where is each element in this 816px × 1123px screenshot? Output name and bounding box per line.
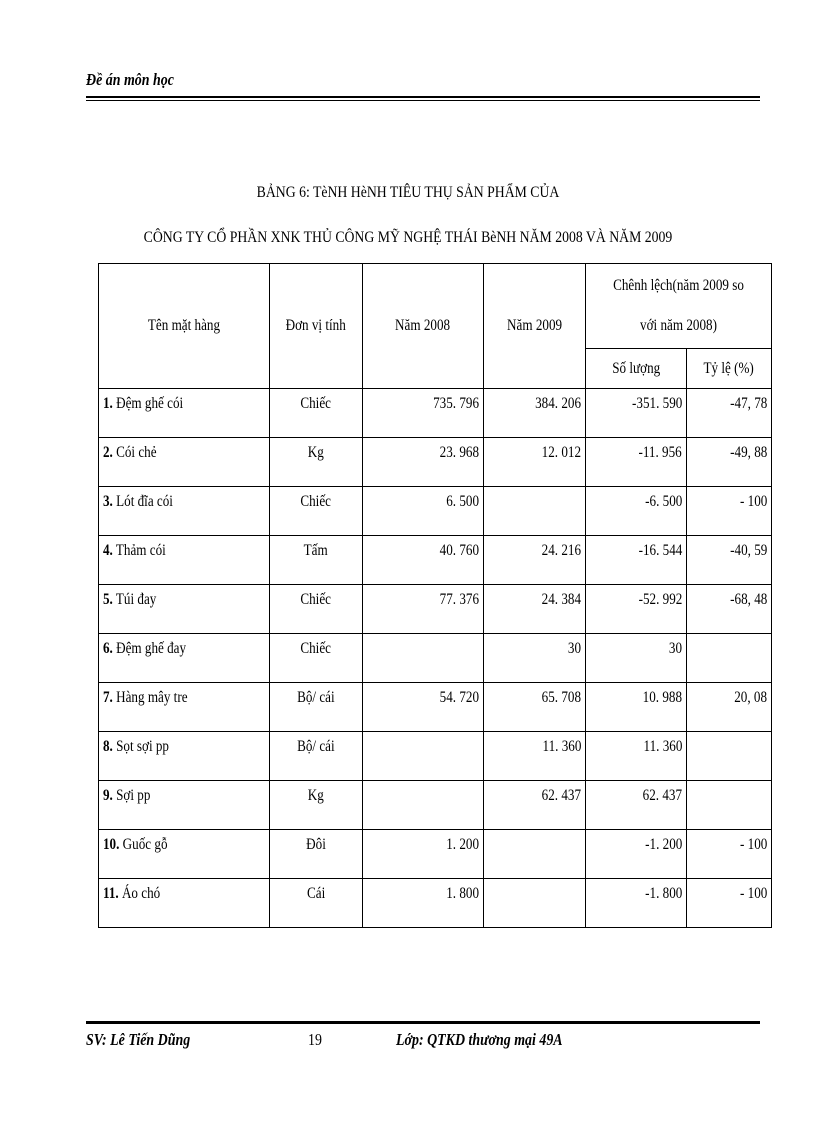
cell-unit: Kg <box>270 438 363 487</box>
cell-quantity: 62. 437 <box>586 781 687 830</box>
cell-percent: -49, 88 <box>687 438 772 487</box>
cell-percent: -47, 78 <box>687 389 772 438</box>
cell-2008: 54. 720 <box>363 683 484 732</box>
cell-percent: -68, 48 <box>687 585 772 634</box>
cell-2009 <box>484 487 586 536</box>
cell-item-name: 8. Sọt sợi pp <box>99 732 270 781</box>
table-row <box>99 683 772 732</box>
cell-percent: - 100 <box>687 830 772 879</box>
cell-unit: Chiếc <box>270 634 363 683</box>
cell-2008: 40. 760 <box>363 536 484 585</box>
cell-percent <box>687 634 772 683</box>
cell-unit: Bộ/ cái <box>270 732 363 781</box>
cell-item-name: 3. Lót đĩa cói <box>99 487 270 536</box>
footer-student-name: SV: Lê Tiến Dũng <box>86 1030 191 1049</box>
footer-class-name: Lớp: QTKD thương mại 49A <box>396 1030 563 1049</box>
cell-percent <box>687 732 772 781</box>
cell-item-name: 7. Hàng mây tre <box>99 683 270 732</box>
table-title-line-2: CÔNG TY CỔ PHẦN XNK THỦ CÔNG MỸ NGHỆ THÁI BèNH NĂM 2008 VÀ NĂM 2009 <box>143 229 673 246</box>
header-quantity: Số lượng <box>586 349 687 389</box>
header-percent: Tỷ lệ (%) <box>687 349 772 389</box>
cell-quantity: -11. 956 <box>586 438 687 487</box>
cell-unit: Kg <box>270 781 363 830</box>
cell-unit: Cái <box>270 879 363 928</box>
header-year-2009: Năm 2009 <box>484 264 586 389</box>
table-row <box>99 487 772 536</box>
cell-2009 <box>484 879 586 928</box>
cell-unit: Chiếc <box>270 389 363 438</box>
cell-quantity: -351. 590 <box>586 389 687 438</box>
table-row <box>99 536 772 585</box>
cell-unit: Chiếc <box>270 487 363 536</box>
table-row <box>99 585 772 634</box>
footer-rule <box>86 1021 760 1025</box>
cell-2008: 1. 200 <box>363 830 484 879</box>
cell-quantity: -1. 800 <box>586 879 687 928</box>
cell-2009: 62. 437 <box>484 781 586 830</box>
cell-percent: - 100 <box>687 487 772 536</box>
header-year-2008: Năm 2008 <box>363 264 484 389</box>
cell-2008: 6. 500 <box>363 487 484 536</box>
cell-item-name: 9. Sợi pp <box>99 781 270 830</box>
header-unit: Đơn vị tính <box>270 264 363 389</box>
table-row <box>99 732 772 781</box>
cell-quantity: -16. 544 <box>586 536 687 585</box>
cell-2008 <box>363 732 484 781</box>
cell-percent <box>687 781 772 830</box>
cell-2008 <box>363 634 484 683</box>
table-row <box>99 879 772 928</box>
cell-item-name: 1. Đệm ghế cói <box>99 389 270 438</box>
cell-2008: 735. 796 <box>363 389 484 438</box>
cell-unit: Chiếc <box>270 585 363 634</box>
cell-item-name: 5. Túi đay <box>99 585 270 634</box>
cell-2009: 24. 384 <box>484 585 586 634</box>
cell-item-name: 4. Thảm cói <box>99 536 270 585</box>
cell-2008: 1. 800 <box>363 879 484 928</box>
table-row <box>99 634 772 683</box>
sales-table <box>98 263 772 928</box>
cell-quantity: -1. 200 <box>586 830 687 879</box>
cell-item-name: 2. Cói chẻ <box>99 438 270 487</box>
cell-item-name: 10. Guốc gỗ <box>99 830 270 879</box>
header-difference: Chênh lệch(năm 2009 so với năm 2008) <box>586 264 772 349</box>
table-row <box>99 389 772 438</box>
table-row <box>99 438 772 487</box>
cell-2009 <box>484 830 586 879</box>
table-row <box>99 830 772 879</box>
cell-quantity: -52. 992 <box>586 585 687 634</box>
cell-quantity: 30 <box>586 634 687 683</box>
cell-percent: -40, 59 <box>687 536 772 585</box>
cell-2009: 24. 216 <box>484 536 586 585</box>
cell-unit: Tấm <box>270 536 363 585</box>
document-header-title: Đề án môn học <box>86 70 174 89</box>
cell-item-name: 6. Đệm ghế đay <box>99 634 270 683</box>
header-rule <box>86 96 760 101</box>
cell-2008: 23. 968 <box>363 438 484 487</box>
page-number: 19 <box>308 1030 322 1049</box>
cell-2009: 30 <box>484 634 586 683</box>
cell-2009: 12. 012 <box>484 438 586 487</box>
cell-unit: Đôi <box>270 830 363 879</box>
table-title-line-1: BẢNG 6: TèNH HèNH TIÊU THỤ SẢN PHẨM CỦA <box>256 184 560 201</box>
cell-2009: 11. 360 <box>484 732 586 781</box>
cell-2009: 384. 206 <box>484 389 586 438</box>
cell-item-name: 11. Áo chó <box>99 879 270 928</box>
cell-quantity: 11. 360 <box>586 732 687 781</box>
cell-percent: 20, 08 <box>687 683 772 732</box>
cell-percent: - 100 <box>687 879 772 928</box>
cell-quantity: 10. 988 <box>586 683 687 732</box>
header-item-name: Tên mặt hàng <box>99 264 270 389</box>
table-row <box>99 781 772 830</box>
cell-unit: Bộ/ cái <box>270 683 363 732</box>
cell-2009: 65. 708 <box>484 683 586 732</box>
cell-quantity: -6. 500 <box>586 487 687 536</box>
cell-2008: 77. 376 <box>363 585 484 634</box>
cell-2008 <box>363 781 484 830</box>
